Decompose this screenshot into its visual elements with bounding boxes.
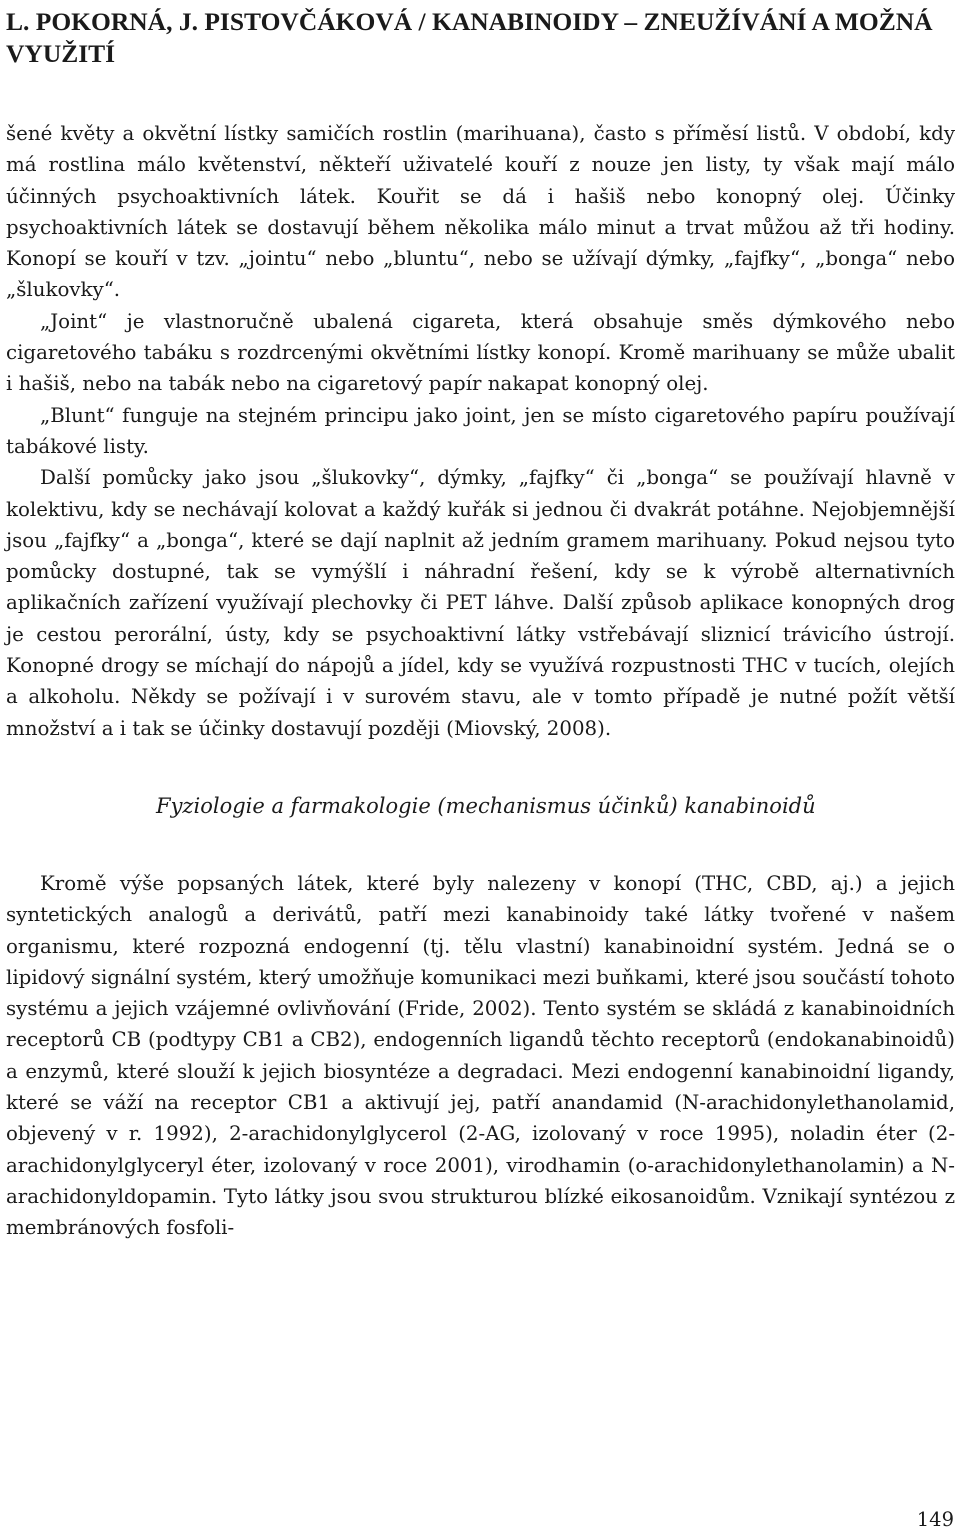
running-head: L. POKORNÁ, J. PISTOVČÁKOVÁ / KANABINOIDY – ZNEUŽÍVÁNÍ A MOŽNÁ VYUŽITÍ [6, 7, 933, 68]
paragraph-2: „Joint“ je vlastnoručně ubalená cigareta, která obsahuje směs dýmkového nebo cigaretového tabáku s rozdrcenými okvětními lístky konopí. Kromě marihuany se může ubalit i hašiš, nebo na tabák nebo na cigaretový papír nakapat konopný olej. [6, 309, 955, 396]
paragraph-4: Další pomůcky jako jsou „šlukovky“, dýmky, „fajfky“ či „bonga“ se používají hlavně v kolektivu, kdy se nechávají kolovat a každý kuřák si jednou či dvakrát potáhne. Nejobjemnější jsou „fajfky“ a „bonga“, které se dají naplnit až jedním gramem marihuany. Pokud nejsou tyto pomůcky dostupné, tak se vymýšlí i náhradní řešení, kdy se k výrobě alternativních aplikačních zařízení využívají plechovky či PET láhve. Další způsob aplikace konopných drog je cestou perorální, ústy, kdy se psychoaktivní látky vstřebávají sliznicí trávicího ústrojí. Konopné drogy se míchají do nápojů a jídel, kdy se využívá rozpustnosti THC v tucích, olejích a alkoholu. Někdy se požívají i v surovém stavu, ale v tomto případě je nutné požít větší množství a i tak se účinky dostavují později (Miovský, 2008). [6, 466, 955, 740]
section-1-body [6, 118, 955, 744]
paragraph-5: Kromě výše popsaných látek, které byly nalezeny v konopí (THC, CBD, aj.) a jejich syntetických analogů a derivátů, patří mezi kanabinoidy také látky tvořené v našem organismu, které rozpozná endogenní (tj. tělu vlastní) kanabinoidní systém. Jedná se o lipidový signální systém, který umožňuje komunikaci mezi buňkami, které jsou součástí tohoto systému a jejich vzájemné ovlivňování (Fride, 2002). Tento systém se skládá z kanabinoidních receptorů CB (podtypy CB1 a CB2), endogenních ligandů těchto receptorů (endokanabinoidů) a enzymů, které slouží k jejich biosyntéze a degradaci. Mezi endogenní kanabinoidní ligandy, které se váží na receptor CB1 a aktivují jej, patří anandamid (N-arachidonylethanolamid, objevený v r. 1992), 2-arachidonylglycerol (2-AG, izolovaný v roce 1995), noladin éter (2-arachidonylglyceryl éter, izolovaný v roce 2001), virodhamin (o-arachidonylethanolamin) a N-arachidonyldopamin. Tyto látky jsou svou strukturou blízké eikosanoidům. Vznikají syntézou z membránových fosfoli- [6, 871, 955, 1240]
section-2-body [6, 868, 955, 1244]
page-number: 149 [916, 1508, 954, 1531]
paragraph-3: „Blunt“ funguje na stejném principu jako joint, jen se místo cigaretového papíru používají tabákové listy. [6, 403, 955, 458]
paragraph-1: šené květy a okvětní lístky samičích rostlin (marihuana), často s příměsí listů. V období, kdy má rostlina málo květenství, někteří uživatelé kouří z nouze jen listy, ty však mají málo účinných psychoaktivních látek. Kouřit se dá i hašiš nebo konopný olej. Účinky psychoaktivních látek se dostavují během několika málo minut a trvat můžou až tři hodiny. Konopí se kouří v tzv. „jointu“ nebo „bluntu“, nebo se užívají dýmky, „fajfky“, „bonga“ nebo „šlukovky“. [6, 122, 955, 302]
section-heading: Fyziologie a farmakologie (mechanismus účinků) kanabinoidů [156, 793, 816, 818]
